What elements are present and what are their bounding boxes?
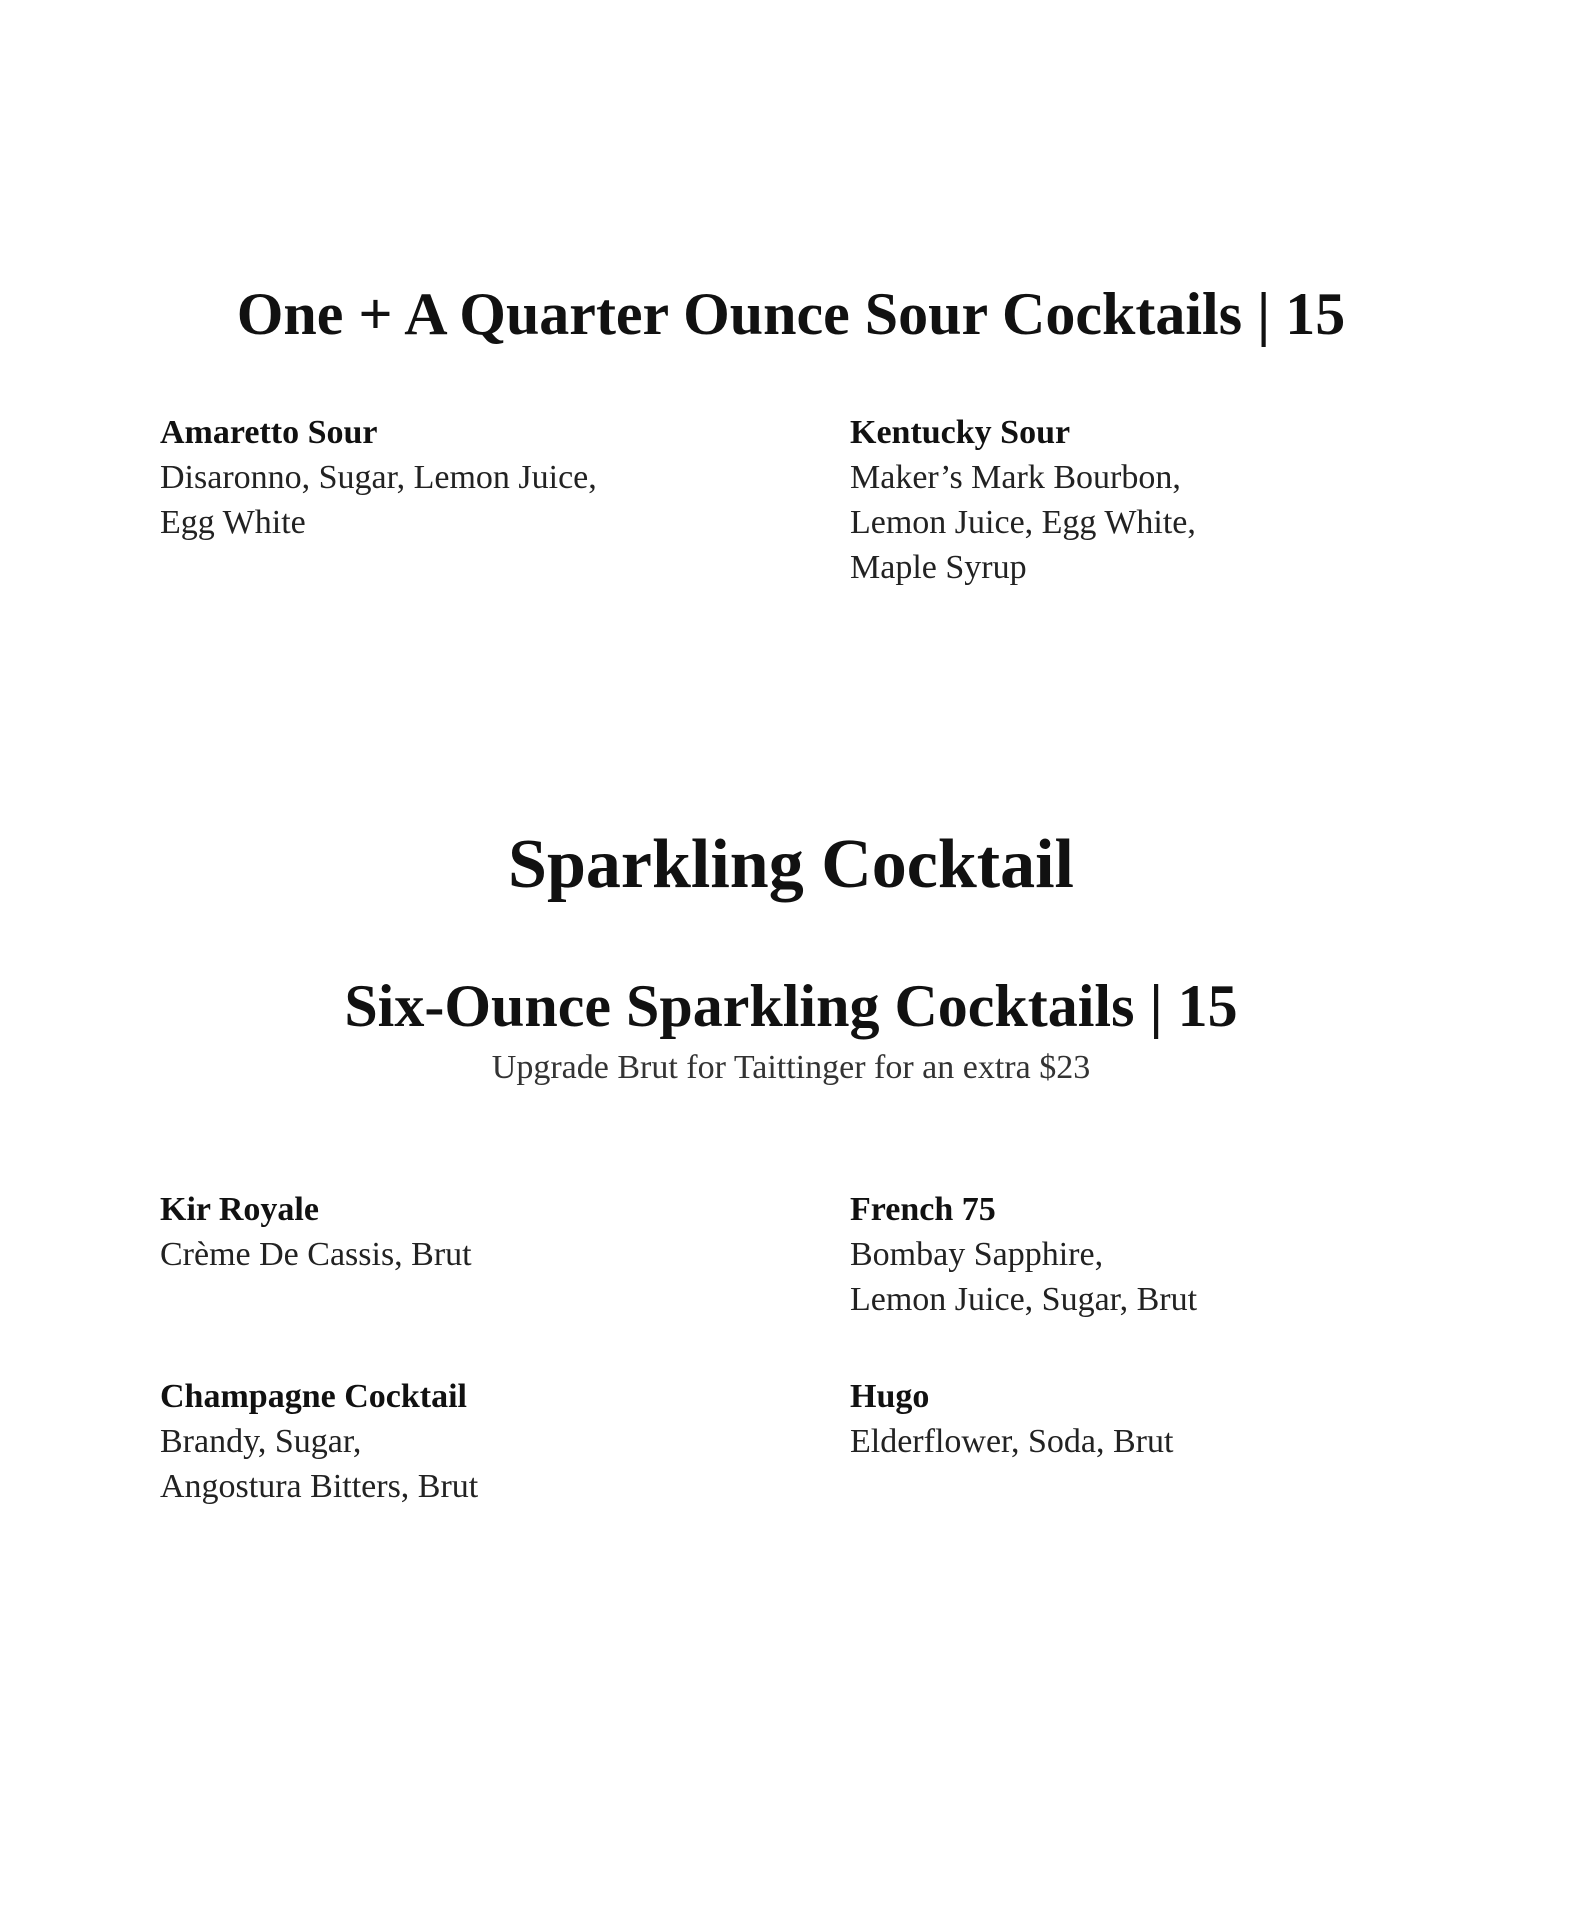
item-name: Kir Royale bbox=[160, 1191, 319, 1228]
menu-item-french-75 bbox=[850, 1187, 1490, 1322]
menu-item-amaretto-sour bbox=[160, 410, 800, 545]
item-description-line: Maker’s Mark Bourbon, bbox=[850, 459, 1181, 496]
item-description-line: Lemon Juice, Egg White, bbox=[850, 504, 1196, 541]
item-description-line: Brandy, Sugar, bbox=[160, 1423, 362, 1460]
item-description-line: Bombay Sapphire, bbox=[850, 1236, 1104, 1273]
menu-item-hugo bbox=[850, 1374, 1490, 1464]
menu-item-kir-royale bbox=[160, 1187, 800, 1277]
item-description-line: Angostura Bitters, Brut bbox=[160, 1468, 479, 1505]
upgrade-note: Upgrade Brut for Taittinger for an extra $23 bbox=[491, 1049, 1091, 1086]
item-name: Amaretto Sour bbox=[160, 414, 378, 451]
item-description-line: Maple Syrup bbox=[850, 549, 1027, 586]
sour-section-heading: One + A Quarter Ounce Sour Cocktails | 15 bbox=[236, 281, 1346, 347]
item-description-line: Crème De Cassis, Brut bbox=[160, 1236, 472, 1273]
menu-item-kentucky-sour bbox=[850, 410, 1490, 590]
item-name: Hugo bbox=[850, 1378, 930, 1415]
sparkling-section-heading: Six-Ounce Sparkling Cocktails | 15 bbox=[344, 973, 1238, 1039]
item-description-line: Egg White bbox=[160, 504, 306, 541]
item-name: Champagne Cocktail bbox=[160, 1378, 467, 1415]
item-description-line: Disaronno, Sugar, Lemon Juice, bbox=[160, 459, 597, 496]
item-name: French 75 bbox=[850, 1191, 996, 1228]
sparkling-section-title: Sparkling Cocktail bbox=[508, 826, 1074, 903]
menu-item-champagne-cocktail bbox=[160, 1374, 800, 1509]
item-description-line: Lemon Juice, Sugar, Brut bbox=[850, 1281, 1198, 1318]
item-description-line: Elderflower, Soda, Brut bbox=[850, 1423, 1174, 1460]
item-name: Kentucky Sour bbox=[850, 414, 1071, 451]
